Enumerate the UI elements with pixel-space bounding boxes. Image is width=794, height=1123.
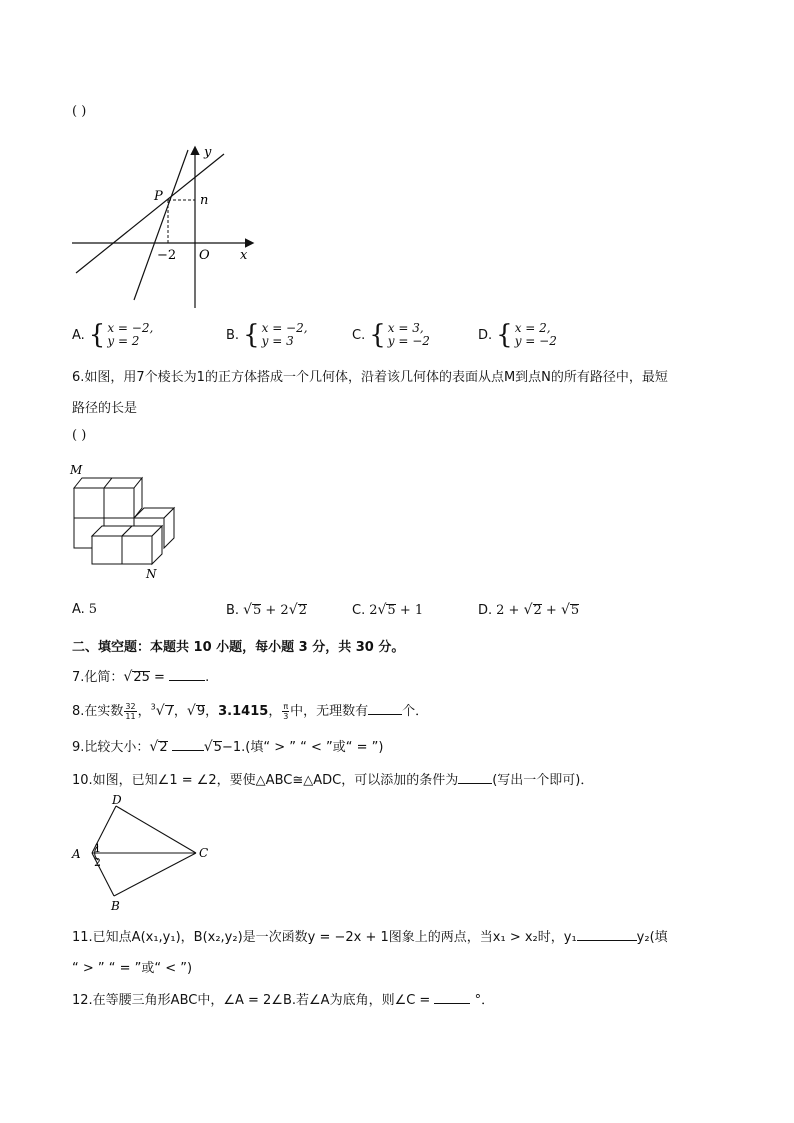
q6-option-b[interactable]: B. √5 + 2√2	[226, 602, 307, 618]
q6-option-c[interactable]: C. 2√5 + 1	[352, 602, 424, 618]
q6-question-line2: 路径的长是	[72, 401, 138, 416]
q8-question: 8.在实数 $\frac{32}{11}$ ，$^3$√7，√9，3.1415， $\frac{\pi}{3}$ 中，无理数有 个．	[72, 702, 429, 721]
label-minus2: −2	[157, 248, 177, 263]
q11-question-line1: 11.已知点A(x₁,y₁)，B(x₂,y₂)是一次函数y = −2x + 1图象上的两点，当x₁ > x₂时，y₁ y₂(填	[72, 930, 668, 945]
label-b: B	[111, 899, 120, 913]
q5-answer-paren: ( )	[72, 104, 87, 119]
label-a: A	[72, 847, 81, 861]
label-y: y	[204, 145, 212, 160]
q7-answer-blank[interactable]	[169, 668, 205, 681]
q11-answer-blank[interactable]	[577, 928, 637, 941]
q12-question: 12.在等腰三角形ABC中，∠A = 2∠B.若∠A为底角，则∠C = °．	[72, 993, 495, 1008]
q10-answer-blank[interactable]	[458, 771, 492, 784]
q12-answer-blank[interactable]	[434, 991, 470, 1004]
q5-option-b[interactable]: B. { x = −2, y = 3	[226, 320, 308, 350]
label-m: M	[70, 463, 83, 477]
q5-graph	[68, 140, 258, 310]
q6-question-line1: 6.如图，用7个棱长为1的正方体搭成一个几何体，沿着该几何体的表面从点M到点N的所有路径中，最短	[72, 370, 668, 385]
label-c: C	[199, 846, 209, 860]
label-d: D	[112, 794, 122, 807]
label-angle-1: 1	[94, 842, 101, 855]
q5-option-c[interactable]: C. { x = 3, y = −2	[352, 320, 430, 350]
q6-option-a[interactable]: A. 5	[72, 602, 98, 617]
label-angle-2: 2	[94, 856, 101, 869]
q5-option-d[interactable]: D. { x = 2, y = −2	[478, 320, 557, 350]
q10-quadrilateral-figure	[68, 794, 218, 914]
q11-question-line2: “ > ” “ = ”或“ < ”)	[72, 961, 193, 976]
q7-question: 7.化简：√25 = .	[72, 669, 210, 685]
label-origin: O	[199, 248, 210, 263]
q9-answer-blank[interactable]	[172, 738, 204, 751]
q10-question: 10.如图，已知∠1 = ∠2，要使△ABC≅△ADC，可以添加的条件为 (写出一个即可)．	[72, 773, 594, 788]
label-p: P	[154, 189, 163, 204]
q6-cube-figure	[68, 460, 188, 585]
label-n: N	[146, 567, 157, 581]
label-n: n	[200, 193, 209, 208]
label-x: x	[240, 248, 248, 263]
q5-option-a[interactable]: A. { x = −2, y = 2	[72, 320, 154, 350]
q8-answer-blank[interactable]	[368, 702, 402, 715]
line-2	[134, 150, 188, 300]
q9-question: 9.比较大小：√2 √5−1.(填“ > ” “ < ”或“ = ”)	[72, 739, 384, 755]
section-2-heading: 二、填空题：本题共 10 小题，每小题 3 分，共 30 分。	[72, 640, 405, 655]
q6-option-d[interactable]: D. 2 + √2 + √5	[478, 602, 580, 618]
q6-answer-paren: ( )	[72, 428, 87, 443]
